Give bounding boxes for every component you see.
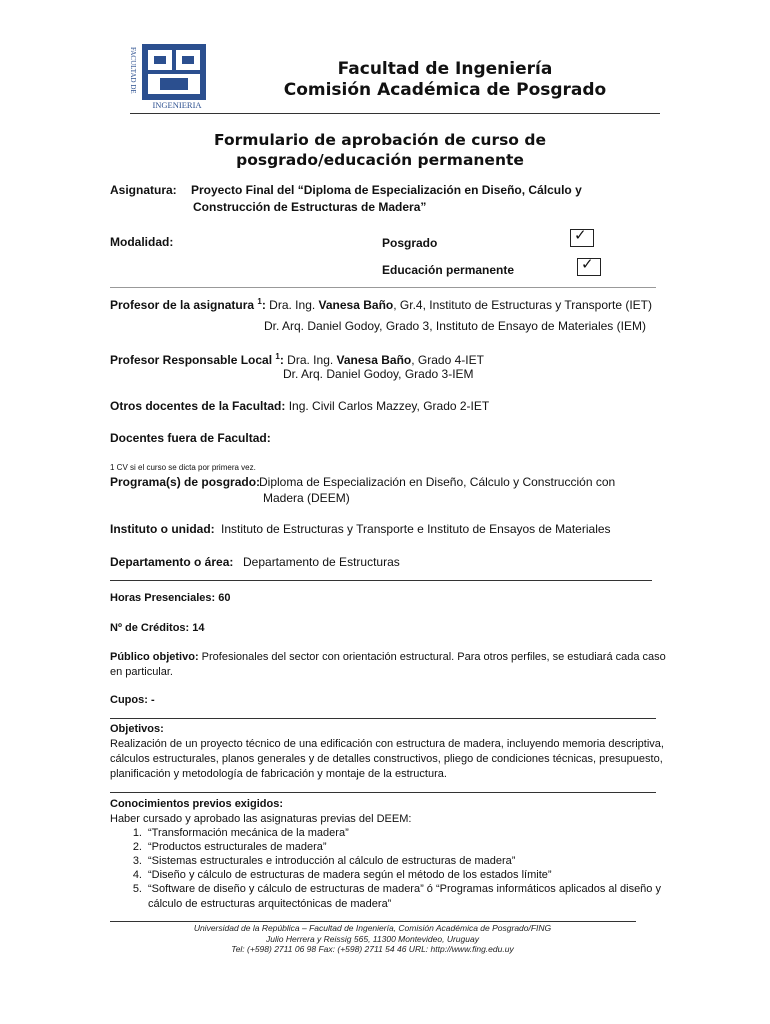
otros-label: Otros docentes de la Facultad: [110, 399, 286, 413]
form-title-line2: posgrado/educación permanente [236, 151, 524, 169]
numero-creditos: Nº de Créditos: 14 [110, 622, 205, 634]
profesor-name: Vanesa Baño [318, 298, 394, 312]
section-divider [110, 580, 652, 581]
list-number: 3. [132, 855, 142, 867]
asignatura-value-line1: Proyecto Final del “Diploma de Especialización en Diseño, Cálculo y [191, 183, 582, 197]
otros-docentes [110, 399, 489, 413]
list-item [122, 855, 662, 869]
publico-value: Profesionales del sector con orientación estructural. Para otros perfiles, se estudiará cada caso [198, 651, 666, 663]
list-text-continued: cálculo de estructuras arquitectónicas de madera” [148, 898, 392, 910]
header-rule [130, 113, 660, 114]
instituto-value: Instituto de Estructuras y Transporte e Instituto de Ensayos de Materiales [221, 522, 611, 536]
posgrado-checkbox[interactable] [570, 229, 594, 247]
asignatura-value-line2: Construcción de Estructuras de Madera” [193, 200, 427, 214]
objetivos-line1: Realización de un proyecto técnico de una edificación con estructura de madera, incluyendo memoria descriptiva, [110, 738, 664, 750]
programa-line1: Diploma de Especialización en Diseño, Cálculo y Construcción con [259, 475, 616, 489]
section-divider [110, 718, 656, 719]
list-number: 2. [132, 841, 142, 853]
logo-side-text: FACULTAD DE [129, 47, 137, 94]
list-text: “Transformación mecánica de la madera” [148, 827, 349, 839]
responsable-name: Vanesa Baño [336, 353, 412, 367]
publico-label: Público objetivo: [110, 651, 199, 663]
profesor-line1 [110, 295, 652, 312]
form-title-line1: Formulario de aprobación de curso de [214, 131, 546, 149]
list-text: “Productos estructurales de madera” [148, 841, 327, 853]
header-faculty: Facultad de Ingeniería [337, 59, 553, 79]
modalidad-option-educacion: Educación permanente [382, 263, 515, 277]
programa-line2: Madera (DEEM) [263, 491, 350, 505]
section-divider [110, 287, 656, 288]
list-item [122, 827, 662, 841]
list-number: 5. [132, 883, 142, 895]
checkmark-icon: ✓ [574, 227, 587, 244]
list-item [122, 883, 662, 911]
footnote-ref: 1 [275, 352, 280, 361]
modalidad-label: Modalidad: [110, 235, 174, 249]
otros-value: Ing. Civil Carlos Mazzey, Grado 2-IET [285, 399, 490, 413]
list-text: “Sistemas estructurales e introducción al cálculo de estructuras de madera” [148, 855, 516, 867]
programa-label: Programa(s) de posgrado: [110, 475, 261, 489]
responsable-label: Profesor Responsable Local [110, 353, 276, 367]
conocimientos-list [122, 827, 662, 917]
list-item [122, 869, 662, 883]
fuera-label: Docentes fuera de Facultad: [110, 431, 271, 445]
footnote-ref: 1 [257, 297, 262, 306]
header-commission: Comisión Académica de Posgrado [283, 80, 607, 100]
educacion-checkbox[interactable] [577, 258, 601, 276]
profesor-detail: , Gr.4, Instituto de Estructuras y Transporte (IET) [393, 298, 652, 312]
footnote: 1 CV si el curso se dicta por primera vez. [110, 463, 256, 472]
publico-line1 [110, 651, 666, 663]
departamento-label: Departamento o área: [110, 555, 234, 569]
profesor-colon: : [261, 298, 266, 312]
footer-line1: Universidad de la República – Facultad de Ingeniería, Comisión Académica de Posgrado/FING [193, 923, 552, 933]
asignatura-label: Asignatura: [110, 183, 177, 197]
conocimientos-label: Conocimientos previos exigidos: [110, 798, 283, 810]
modalidad-option-posgrado: Posgrado [382, 236, 438, 250]
section-divider [110, 792, 656, 793]
objetivos-line3: planificación y metodología de fabricación y montaje de la estructura. [110, 768, 447, 780]
responsable-line1 [110, 350, 484, 367]
checkmark-icon: ✓ [581, 256, 594, 273]
list-number: 1. [132, 827, 142, 839]
responsable-detail: , Grado 4-IET [411, 353, 484, 367]
footer-line3: Tel: (+598) 2711 06 98 Fax: (+598) 2711 54 46 URL: http://www.fing.edu.uy [231, 944, 514, 954]
horas-presenciales: Horas Presenciales: 60 [110, 592, 231, 604]
departamento-value: Departamento de Estructuras [243, 555, 400, 569]
publico-line2: en particular. [110, 666, 173, 678]
responsable-line2: Dr. Arq. Daniel Godoy, Grado 3-IEM [283, 367, 474, 381]
conocimientos-intro: Haber cursado y aprobado las asignaturas previas del DEEM: [110, 813, 412, 825]
profesor-line2: Dr. Arq. Daniel Godoy, Grado 3, Instituto de Ensayo de Materiales (IEM) [264, 319, 646, 333]
footer-rule [110, 921, 636, 922]
faculty-logo [126, 42, 210, 110]
objetivos-label: Objetivos: [110, 723, 164, 735]
objetivos-line2: cálculos estructurales, planos generales y de detalles constructivos, pliego de condiciones técnicas, presupuesto, [110, 753, 663, 765]
logo-bottom-text: INGENIERIA [152, 100, 202, 110]
profesor-title: Dra. Ing. [265, 298, 319, 312]
list-item [122, 841, 662, 855]
profesor-label: Profesor de la asignatura [110, 298, 258, 312]
list-text: “Diseño y cálculo de estructuras de madera según el método de los estados límite” [148, 869, 552, 881]
list-number: 4. [132, 869, 142, 881]
list-text: “Software de diseño y cálculo de estructuras de madera” ó “Programas informáticos aplicados al diseño y [148, 883, 661, 895]
cupos: Cupos: - [110, 694, 155, 706]
instituto-label: Instituto o unidad: [110, 522, 215, 536]
footer-line2: Julio Herrera y Reissig 565, 11300 Montevideo, Uruguay [266, 934, 479, 944]
responsable-title: Dra. Ing. [283, 353, 337, 367]
responsable-colon: : [279, 353, 284, 367]
